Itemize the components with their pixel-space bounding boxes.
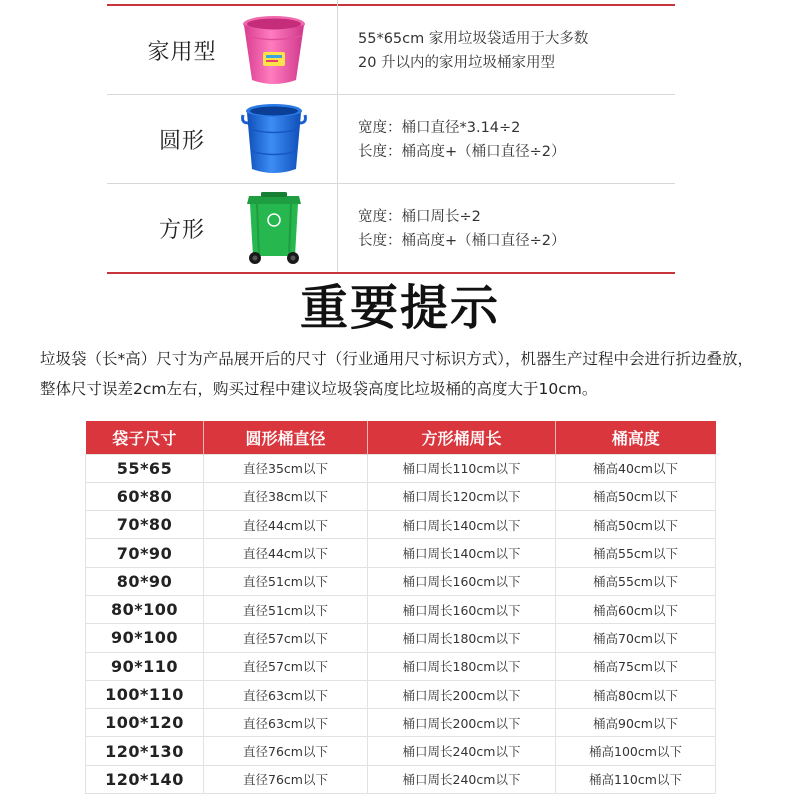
bag-size-cell: 90*100 [86,624,204,652]
bag-size-cell: 100*110 [86,680,204,708]
bin-height-cell: 桶高70cm以下 [556,624,716,652]
table-row [86,567,716,595]
bag-size-cell: 70*80 [86,511,204,539]
bin-type-description [358,184,667,273]
round-diameter-cell: 直径76cm以下 [204,765,368,793]
table-row [86,624,716,652]
bag-size-cell: 90*110 [86,652,204,680]
description-line: 宽度：桶口直径*3.14÷2 [358,119,521,136]
bin-height-cell: 桶高110cm以下 [556,765,716,793]
bag-size-cell: 55*65 [86,454,204,482]
square-perimeter-cell: 桶口周长200cm以下 [368,680,556,708]
description-line: 宽度：桶口周长÷2 [358,208,481,225]
header-square-perimeter: 方形桶周长 [368,421,556,454]
table-row [86,737,716,765]
bin-type-row-square [107,184,675,273]
header-bag-size: 袋子尺寸 [86,421,204,454]
size-table [85,421,716,794]
square-perimeter-cell: 桶口周长140cm以下 [368,511,556,539]
bin-height-cell: 桶高80cm以下 [556,680,716,708]
round-diameter-cell: 直径51cm以下 [204,595,368,623]
round-diameter-cell: 直径63cm以下 [204,709,368,737]
bin-type-description [358,6,667,95]
description-line: 55*65cm 家用垃圾袋适用于大多数 [358,30,589,47]
table-row [86,680,716,708]
bin-type-description [358,95,667,184]
bag-size-cell: 80*100 [86,595,204,623]
table-row [86,511,716,539]
square-perimeter-cell: 桶口周长240cm以下 [368,737,556,765]
header-bin-height: 桶高度 [556,421,716,454]
bin-height-cell: 桶高75cm以下 [556,652,716,680]
header-round-diameter: 圆形桶直径 [204,421,368,454]
pink-bucket-icon [239,12,309,88]
bin-type-name: 圆形 [158,129,205,154]
bin-height-cell: 桶高50cm以下 [556,482,716,510]
square-perimeter-cell: 桶口周长180cm以下 [368,624,556,652]
square-perimeter-cell: 桶口周长110cm以下 [368,454,556,482]
bag-size-cell: 80*90 [86,567,204,595]
description-line: 20 升以内的家用垃圾桶家用型 [358,54,556,71]
square-perimeter-cell: 桶口周长120cm以下 [368,482,556,510]
square-perimeter-cell: 桶口周长160cm以下 [368,595,556,623]
table-row [86,765,716,793]
notice-text: 垃圾袋（长*高）尺寸为产品展开后的尺寸（行业通用尺寸标识方式），机器生产过程中会进行折边叠放，整体尺寸误差2cm左右，购买过程中建议垃圾袋高度比垃圾桶的高度大于10cm。 [40,350,754,398]
bin-type-name: 家用型 [147,40,217,65]
table-row [86,539,716,567]
bin-type-table [107,0,675,274]
round-diameter-cell: 直径63cm以下 [204,680,368,708]
size-table-header [86,421,716,454]
description-line: 长度：桶高度+（桶口直径÷2） [358,143,566,160]
bin-height-cell: 桶高90cm以下 [556,709,716,737]
bag-size-cell: 120*130 [86,737,204,765]
table-row [86,595,716,623]
bin-height-cell: 桶高60cm以下 [556,595,716,623]
table-row [86,652,716,680]
bag-size-cell: 70*90 [86,539,204,567]
bin-height-cell: 桶高50cm以下 [556,511,716,539]
bin-height-cell: 桶高55cm以下 [556,539,716,567]
round-diameter-cell: 直径35cm以下 [204,454,368,482]
square-perimeter-cell: 桶口周长180cm以下 [368,652,556,680]
bag-size-cell: 120*140 [86,765,204,793]
bin-height-cell: 桶高100cm以下 [556,737,716,765]
round-diameter-cell: 直径57cm以下 [204,652,368,680]
round-diameter-cell: 直径76cm以下 [204,737,368,765]
description-line: 长度：桶高度+（桶口直径÷2） [358,232,566,249]
size-table-body [86,454,716,794]
table-row [86,454,716,482]
bin-type-row-round [107,95,675,184]
square-perimeter-cell: 桶口周长240cm以下 [368,765,556,793]
bag-size-cell: 100*120 [86,709,204,737]
round-diameter-cell: 直径38cm以下 [204,482,368,510]
bin-height-cell: 桶高55cm以下 [556,567,716,595]
bin-height-cell: 桶高40cm以下 [556,454,716,482]
blue-round-bin-icon [239,101,309,177]
bin-type-row-household [107,6,675,95]
round-diameter-cell: 直径57cm以下 [204,624,368,652]
bag-size-cell: 60*80 [86,482,204,510]
table-row [86,482,716,510]
round-diameter-cell: 直径44cm以下 [204,511,368,539]
round-diameter-cell: 直径51cm以下 [204,567,368,595]
square-perimeter-cell: 桶口周长200cm以下 [368,709,556,737]
round-diameter-cell: 直径44cm以下 [204,539,368,567]
square-perimeter-cell: 桶口周长140cm以下 [368,539,556,567]
green-wheelie-bin-icon [239,190,309,266]
square-perimeter-cell: 桶口周长160cm以下 [368,567,556,595]
important-notice-heading: 重要提示 [299,280,500,336]
table-row [86,709,716,737]
bin-type-name: 方形 [158,218,205,243]
